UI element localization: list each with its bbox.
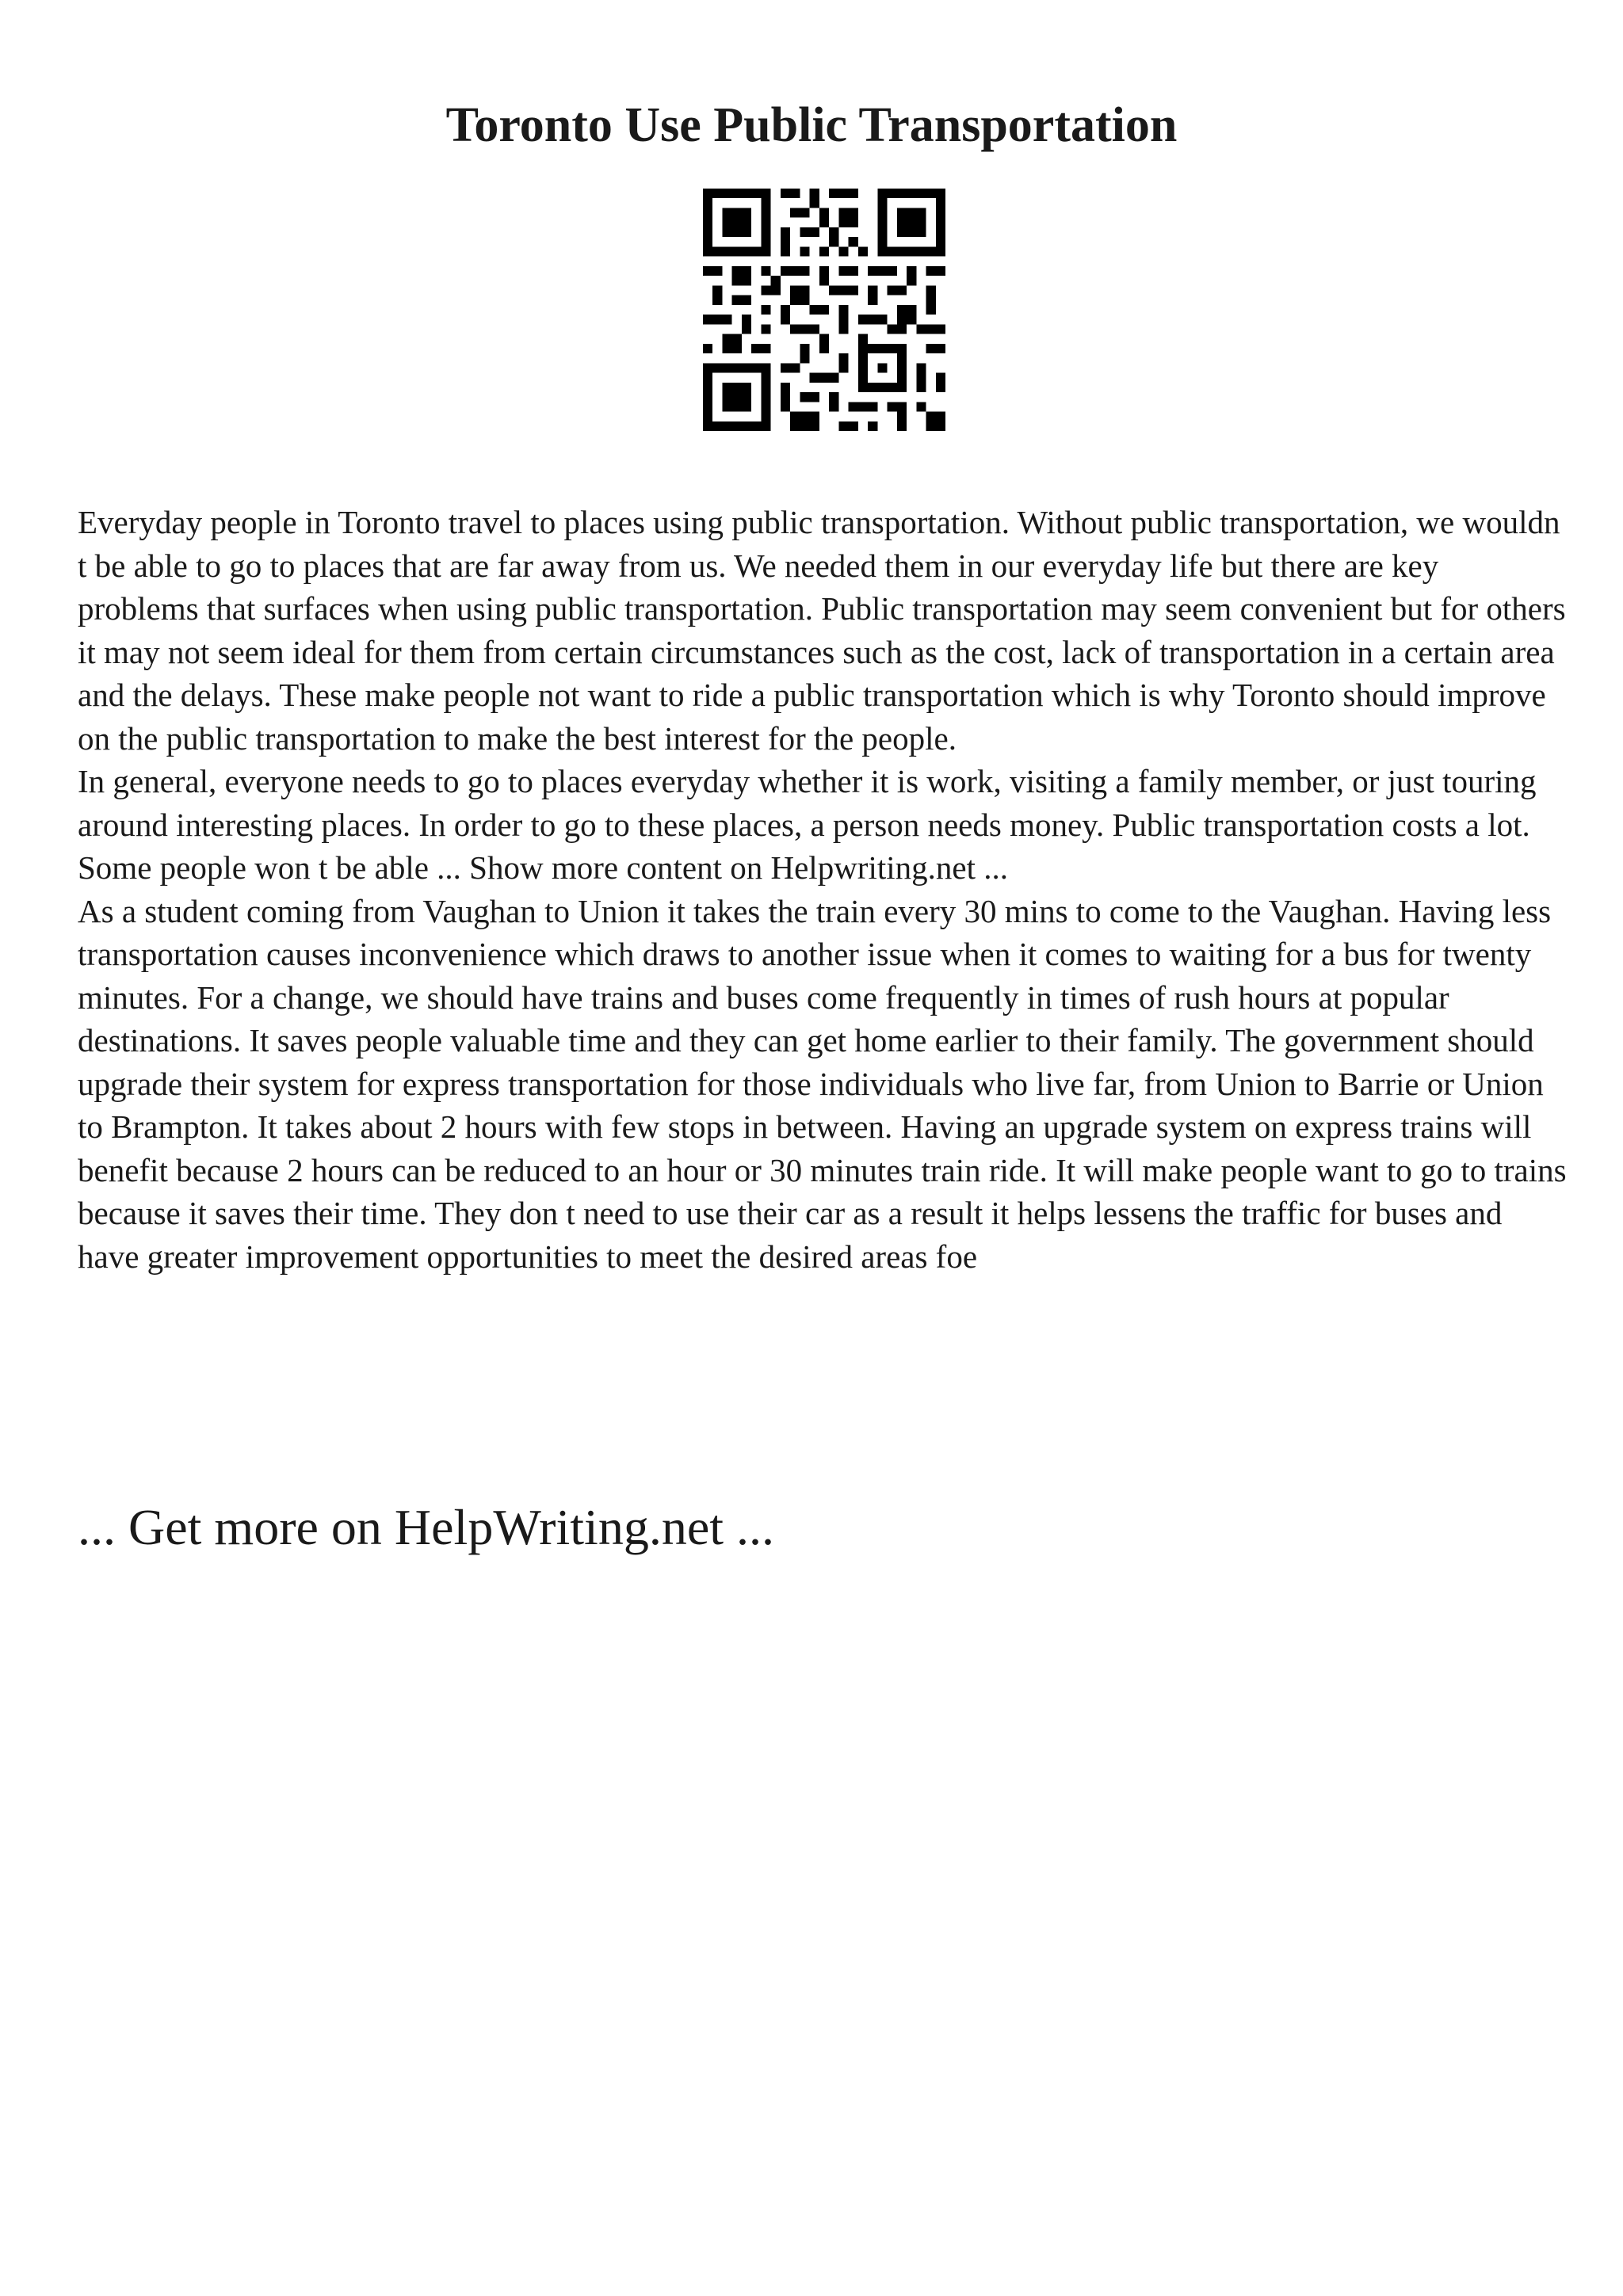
document-title: Toronto Use Public Transportation: [445, 98, 1178, 152]
paragraph-frequency: As a student coming from Vaughan to Union it takes the train every 30 mins to come to the Vaughan. Having less transportation causes inconvenience which draws to another issue when it comes to waiting for a bus for twenty minutes. For a change, we should have trains and buses come frequently in times of rush hours at popular destinations. It saves people valuable time and they can get home earlier to their family. The government should upgrade their system for express transportation for those individuals who live far, from Union to Barrie or Union to Brampton. It takes about 2 hours with few stops in between. Having an upgrade system on express trains will benefit because 2 hours can be reduced to an hour or 30 minutes train ride. It will make people want to go to trains because it saves their time. They don t need to use their car as a result it helps lessens the traffic for buses and have greater improvement opportunities to meet the desired areas foe: [78, 892, 1567, 1275]
get-more-link[interactable]: ... Get more on HelpWriting.net ...: [78, 1499, 774, 1555]
qr-code-icon: [703, 189, 945, 431]
paragraph-cost: In general, everyone needs to go to places everyday whether it is work, visiting a family member, or just touring around interesting places. In order to go to these places, a person needs money. Public transportation costs a lot. Some people won t be able ... Show more content on Helpwriting.net ...: [78, 763, 1537, 886]
article-body: [78, 501, 1568, 1278]
paragraph-intro: Everyday people in Toronto travel to places using public transportation. Without public transportation, we wouldn t be able to go to places that are far away from us. We needed them in our everyday life but there are key problems that surfaces when using public transportation. Public transportation may seem convenient but for others it may not seem ideal for them from certain circumstances such as the cost, lack of transportation in a certain area and the delays. These make people not want to ride a public transportation which is why Toronto should improve on the public transportation to make the best interest for the people.: [78, 504, 1566, 757]
